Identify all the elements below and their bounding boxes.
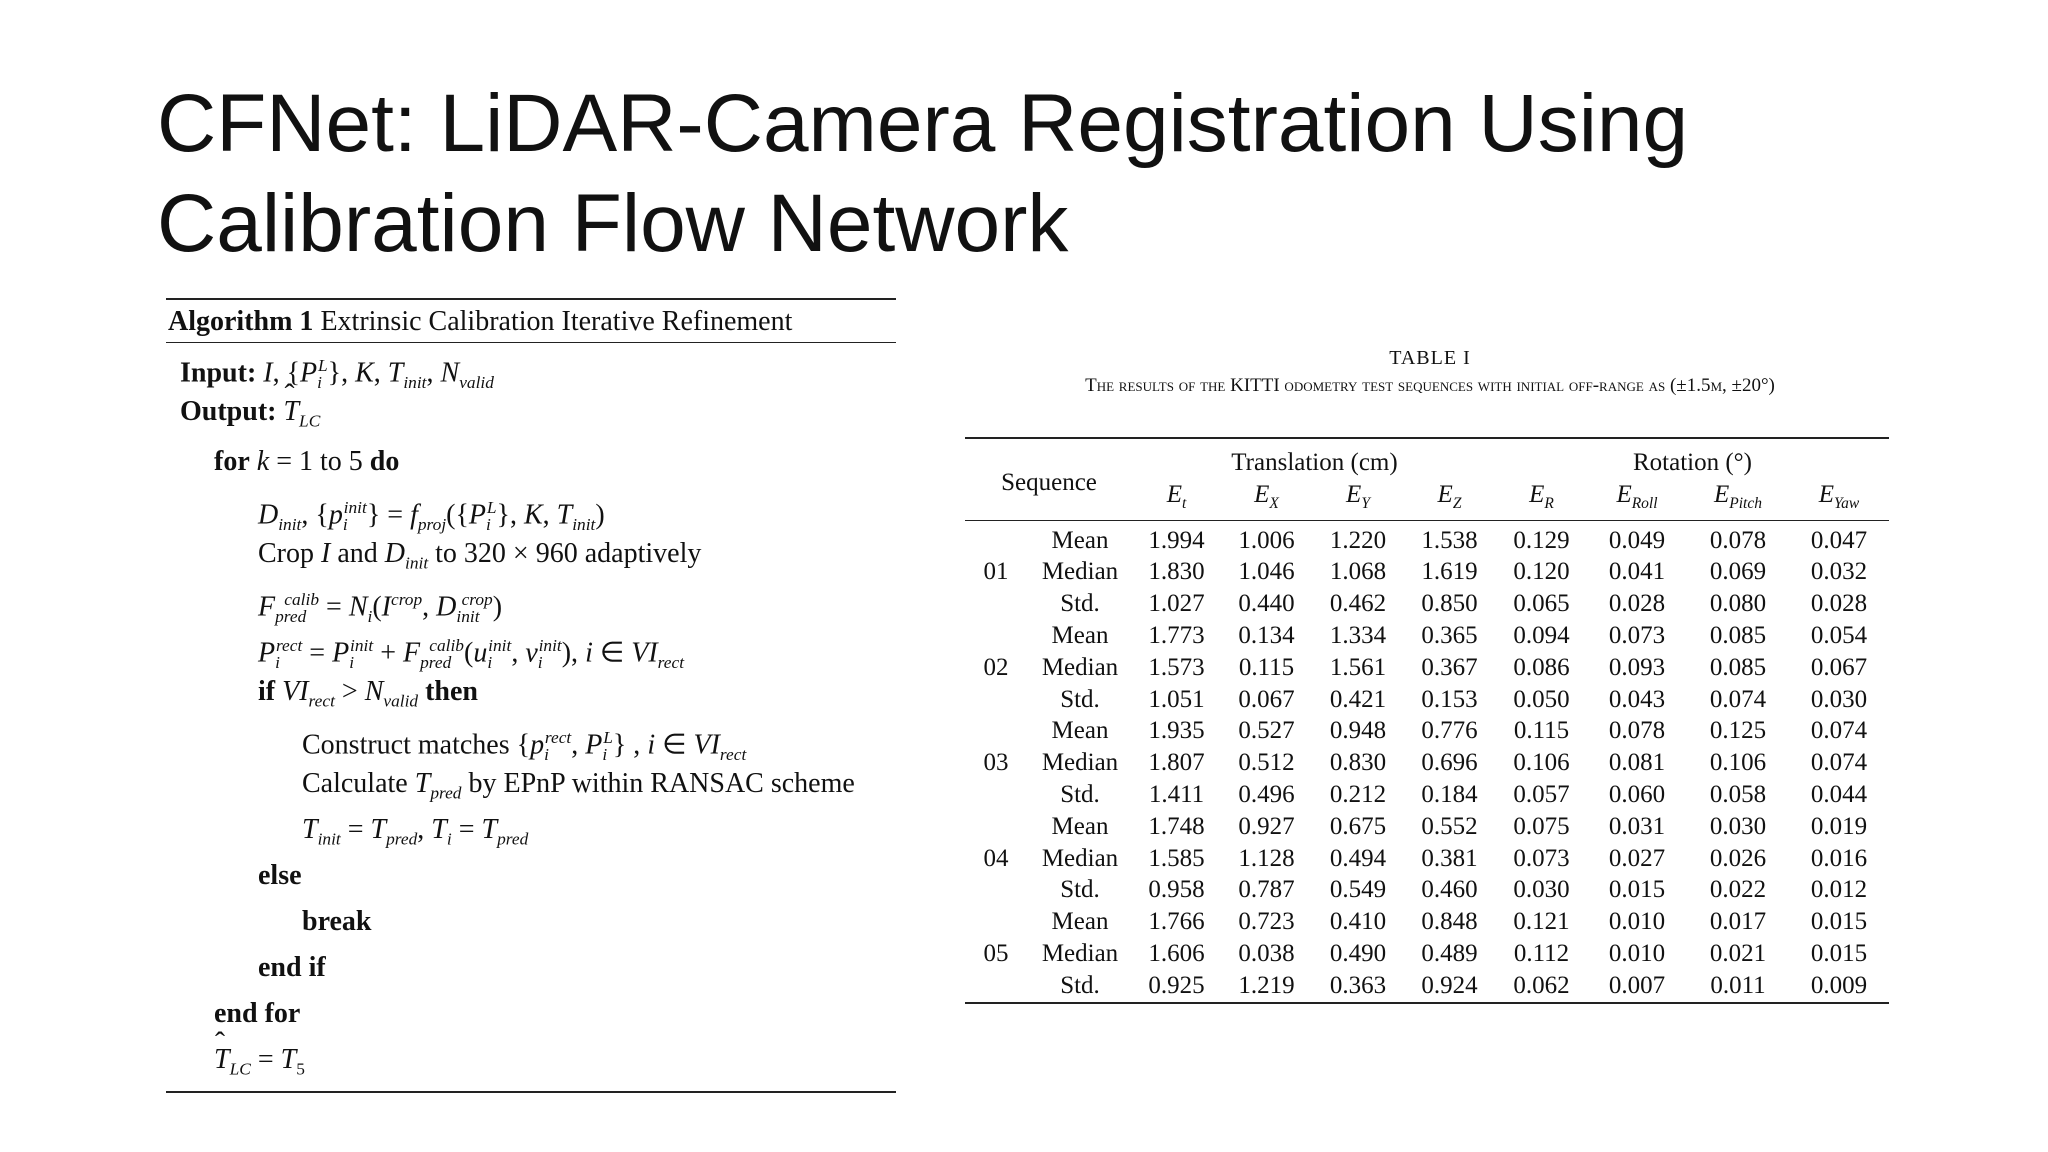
value-cell: 0.134	[1238, 621, 1295, 649]
value-cell: 0.115	[1513, 717, 1570, 745]
value-cell: 0.015	[1810, 939, 1868, 967]
table-row	[965, 874, 1889, 906]
value-cell: 1.748	[1148, 812, 1205, 840]
stat-cell: Std.	[1060, 590, 1100, 618]
value-cell: 0.490	[1329, 939, 1387, 967]
value-cell: 0.047	[1810, 526, 1868, 554]
value-cell: 1.561	[1329, 653, 1387, 681]
value-cell: 0.007	[1608, 971, 1666, 999]
sequence-cell: 01	[983, 558, 1009, 586]
value-cell: 1.334	[1329, 621, 1387, 649]
value-cell: 0.038	[1238, 939, 1295, 967]
algorithm-header	[166, 300, 896, 343]
algorithm-input-line: Input: I, $\{P_i^L\}$, K, $T_{init}$, $N_{valid}$	[180, 356, 494, 392]
header-ey: $E_Y$	[1346, 480, 1370, 512]
value-cell: 0.015	[1810, 908, 1868, 936]
value-cell: 0.067	[1238, 685, 1295, 713]
value-cell: 0.958	[1148, 876, 1205, 904]
value-cell: 0.069	[1709, 558, 1767, 586]
table-label: TABLE I	[1389, 347, 1471, 369]
value-cell: 0.121	[1513, 908, 1570, 936]
sequence-cell: 05	[983, 939, 1009, 967]
value-cell: 1.068	[1329, 558, 1387, 586]
value-cell: 0.927	[1238, 812, 1295, 840]
value-cell: 0.043	[1608, 685, 1666, 713]
value-cell: 0.041	[1608, 558, 1666, 586]
stat-cell: Median	[1041, 939, 1119, 967]
value-cell: 0.028	[1608, 590, 1666, 618]
value-cell: 0.086	[1513, 653, 1570, 681]
value-cell: 0.106	[1513, 749, 1570, 777]
value-cell: 0.078	[1608, 717, 1666, 745]
value-cell: 0.106	[1709, 749, 1767, 777]
value-cell: 0.019	[1810, 812, 1868, 840]
value-cell: 1.411	[1148, 780, 1205, 808]
value-cell: 0.050	[1513, 685, 1570, 713]
value-cell: 1.585	[1148, 844, 1205, 872]
algorithm-block	[166, 298, 896, 1093]
value-cell: 1.830	[1148, 558, 1205, 586]
table-row	[965, 715, 1889, 747]
value-cell: 1.128	[1238, 844, 1295, 872]
algorithm-name: Extrinsic Calibration Iterative Refinement	[320, 306, 793, 337]
table-row	[965, 652, 1889, 684]
value-cell: 0.494	[1329, 844, 1387, 872]
value-cell: 0.074	[1709, 685, 1767, 713]
table-row	[965, 620, 1889, 652]
value-cell: 1.027	[1148, 590, 1205, 618]
sequence-cell: 04	[983, 844, 1009, 872]
table-row	[965, 747, 1889, 779]
stat-cell: Mean	[1051, 526, 1109, 554]
value-cell: 0.460	[1421, 876, 1478, 904]
table-row	[965, 843, 1889, 875]
value-cell: 0.065	[1513, 590, 1570, 618]
value-cell: 0.112	[1513, 939, 1570, 967]
value-cell: 0.153	[1421, 685, 1478, 713]
value-cell: 0.075	[1513, 812, 1570, 840]
sequence-cell: 03	[983, 749, 1009, 777]
table-row	[965, 779, 1889, 811]
header-ez: $E_Z$	[1437, 480, 1462, 512]
header-eroll: $E_{Roll}$	[1616, 480, 1658, 512]
value-cell: 0.054	[1810, 621, 1868, 649]
table-caption-text: The results of the KITTI odometry test sequences with initial off-range as (±1.5m, ±20°)	[1085, 375, 1775, 396]
stat-cell: Median	[1041, 844, 1119, 872]
value-cell: 0.009	[1810, 971, 1868, 999]
value-cell: 0.410	[1329, 908, 1387, 936]
algorithm-result-line: ˆ $T_{LC} = T_5$	[166, 1037, 896, 1083]
value-cell: 0.120	[1513, 558, 1570, 586]
table-row	[965, 556, 1889, 588]
value-cell: 1.538	[1421, 526, 1478, 554]
value-cell: 0.085	[1709, 621, 1767, 649]
value-cell: 0.723	[1238, 908, 1295, 936]
value-cell: 1.006	[1238, 526, 1295, 554]
value-cell: 1.046	[1238, 558, 1295, 586]
value-cell: 0.062	[1513, 971, 1570, 999]
header-translation: Translation (cm)	[1231, 449, 1398, 476]
value-cell: 0.549	[1329, 876, 1387, 904]
slide-title-line-1: CFNet: LiDAR-Camera Registration Using	[157, 78, 1689, 169]
algorithm-calculate-line: Calculate $T_{pred}$ by EPnP within RANSAC scheme	[302, 768, 855, 803]
value-cell: 0.094	[1513, 621, 1570, 649]
value-cell: 0.073	[1513, 844, 1570, 872]
value-cell: 1.619	[1421, 558, 1478, 586]
stat-cell: Mean	[1051, 812, 1109, 840]
value-cell: 0.031	[1608, 812, 1666, 840]
value-cell: 1.573	[1148, 653, 1205, 681]
header-epitch: $E_{Pitch}$	[1714, 480, 1762, 512]
header-et: $E_t$	[1166, 480, 1187, 512]
stat-cell: Mean	[1051, 717, 1109, 745]
value-cell: 0.440	[1238, 590, 1295, 618]
algorithm-if-line: if $VI_{rect} > N_{valid}$ then	[258, 676, 479, 711]
value-cell: 0.057	[1513, 780, 1570, 808]
slide-title	[157, 74, 1917, 274]
value-cell: 1.219	[1238, 971, 1295, 999]
algorithm-flow-line: $F_{pred}^{calib} = N_i(I^{crop}$, $D_{init}^{crop}$)	[258, 590, 503, 626]
value-cell: 0.049	[1608, 526, 1666, 554]
table-row	[965, 684, 1889, 716]
stat-cell: Std.	[1060, 685, 1100, 713]
value-cell: 0.776	[1421, 717, 1478, 745]
value-cell: 0.365	[1421, 621, 1478, 649]
value-cell: 0.552	[1421, 812, 1478, 840]
stat-cell: Mean	[1051, 908, 1109, 936]
sequence-cell: 02	[983, 653, 1009, 681]
stat-cell: Std.	[1060, 971, 1100, 999]
value-cell: 0.015	[1608, 876, 1666, 904]
value-cell: 0.496	[1238, 780, 1295, 808]
algorithm-output-line: Output: ˆ $T_{LC}$	[166, 389, 896, 435]
value-cell: 1.606	[1148, 939, 1205, 967]
value-cell: 0.184	[1421, 780, 1478, 808]
header-rotation: Rotation (°)	[1632, 449, 1752, 476]
table-row	[965, 811, 1889, 843]
value-cell: 0.067	[1810, 653, 1868, 681]
algorithm-endif-line: end if	[258, 952, 326, 983]
value-cell: 0.696	[1421, 749, 1478, 777]
value-cell: 0.010	[1608, 908, 1666, 936]
value-cell: 0.527	[1238, 717, 1295, 745]
table-row	[965, 588, 1889, 620]
value-cell: 0.675	[1329, 812, 1387, 840]
algorithm-for-line: for k = 1 to 5 do	[214, 446, 400, 477]
value-cell: 0.011	[1710, 971, 1766, 999]
stat-cell: Median	[1041, 653, 1119, 681]
value-cell: 0.925	[1148, 971, 1205, 999]
value-cell: 0.028	[1810, 590, 1868, 618]
stat-cell: Std.	[1060, 876, 1100, 904]
value-cell: 0.093	[1608, 653, 1666, 681]
algorithm-crop-line: Crop I and $D_{init}$ to 320 × 960 adaptively	[258, 538, 702, 573]
value-cell: 0.489	[1421, 939, 1478, 967]
stat-cell: Mean	[1051, 621, 1109, 649]
algorithm-break-line: break	[302, 906, 372, 937]
value-cell: 0.030	[1810, 685, 1868, 713]
value-cell: 0.010	[1608, 939, 1666, 967]
header-er: $E_R$	[1529, 480, 1554, 512]
value-cell: 0.462	[1329, 590, 1387, 618]
value-cell: 1.220	[1329, 526, 1387, 554]
value-cell: 0.060	[1608, 780, 1666, 808]
value-cell: 0.030	[1709, 812, 1767, 840]
algorithm-else-line: else	[258, 860, 302, 891]
value-cell: 0.115	[1238, 653, 1295, 681]
stat-cell: Std.	[1060, 780, 1100, 808]
value-cell: 1.773	[1148, 621, 1205, 649]
value-cell: 0.044	[1810, 780, 1868, 808]
value-cell: 0.948	[1329, 717, 1387, 745]
value-cell: 0.787	[1238, 876, 1295, 904]
algorithm-projection-line: $D_{init}$, $\{p_i^{init}\} = f_{proj}(\{P_i^L\}$, K, $T_{init}$)	[258, 498, 605, 534]
value-cell: 0.085	[1709, 653, 1767, 681]
value-cell: 0.030	[1513, 876, 1570, 904]
slide-title-line-2: Calibration Flow Network	[157, 178, 1069, 269]
value-cell: 0.381	[1421, 844, 1478, 872]
value-cell: 0.212	[1329, 780, 1387, 808]
algorithm-construct-line: Construct matches {$p_i^{rect}$, $P_i^L$} , i ∈ $VI_{rect}$	[302, 728, 747, 764]
value-cell: 0.073	[1608, 621, 1666, 649]
stat-cell: Median	[1041, 749, 1119, 777]
table-row	[965, 938, 1889, 970]
algorithm-update-line: $T_{init} = T_{pred}$, $T_i = T_{pred}$	[302, 814, 529, 849]
value-cell: 0.058	[1709, 780, 1767, 808]
value-cell: 0.022	[1709, 876, 1767, 904]
value-cell: 0.021	[1709, 939, 1767, 967]
results-body	[965, 520, 1889, 1002]
value-cell: 1.807	[1148, 749, 1205, 777]
value-cell: 0.848	[1421, 908, 1478, 936]
table-row	[965, 970, 1889, 1003]
value-cell: 0.125	[1709, 717, 1767, 745]
value-cell: 0.129	[1513, 526, 1570, 554]
table-row	[965, 520, 1889, 556]
value-cell: 0.078	[1709, 526, 1767, 554]
value-cell: 0.421	[1329, 685, 1387, 713]
header-ex: $E_X$	[1254, 480, 1279, 512]
value-cell: 1.051	[1148, 685, 1205, 713]
results-table	[965, 437, 1889, 1004]
value-cell: 0.924	[1421, 971, 1478, 999]
value-cell: 1.766	[1148, 908, 1205, 936]
value-cell: 0.363	[1329, 971, 1387, 999]
value-cell: 0.830	[1329, 749, 1387, 777]
value-cell: 0.017	[1709, 908, 1767, 936]
value-cell: 0.026	[1709, 844, 1767, 872]
value-cell: 0.080	[1709, 590, 1767, 618]
algorithm-label: Algorithm 1	[168, 306, 314, 337]
header-sequence: Sequence	[1001, 469, 1097, 497]
table-row	[965, 906, 1889, 938]
stat-cell: Median	[1041, 558, 1119, 586]
value-cell: 0.074	[1810, 717, 1868, 745]
value-cell: 0.027	[1608, 844, 1666, 872]
value-cell: 0.081	[1608, 749, 1666, 777]
value-cell: 1.935	[1148, 717, 1205, 745]
header-eyaw: $E_{Yaw}$	[1818, 480, 1860, 512]
value-cell: 0.012	[1810, 876, 1868, 904]
algorithm-endfor-line: end for	[214, 998, 301, 1029]
value-cell: 0.850	[1421, 590, 1478, 618]
table-caption	[950, 344, 1910, 400]
value-cell: 0.367	[1421, 653, 1478, 681]
algorithm-rectify-line: $P_i^{rect} = P_i^{init} + F_{pred}^{calib}(u_i^{init}$, $v_i^{init}$), i ∈ $VI_{rect}$	[258, 636, 685, 672]
value-cell: 1.994	[1148, 526, 1205, 554]
value-cell: 0.032	[1810, 558, 1868, 586]
value-cell: 0.074	[1810, 749, 1868, 777]
value-cell: 0.512	[1238, 749, 1295, 777]
value-cell: 0.016	[1810, 844, 1868, 872]
